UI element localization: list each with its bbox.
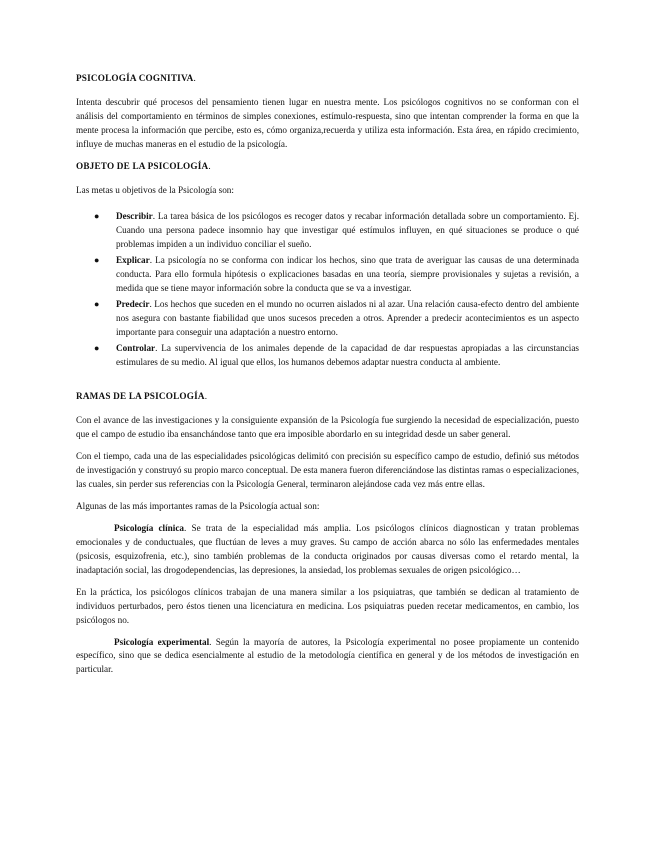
item-term: Explicar <box>116 254 150 265</box>
section-heading-cognitiva <box>76 72 579 86</box>
item-text: . La tarea básica de los psicólogos es recoger datos y recabar información detallada sobre un comportamiento. Ej. Cuando una persona padece insomnio hay que investigar qué estímulos influyen, en qué situaciones se produce o qué problemas impiden a un individuo conciliar el sueño. <box>116 210 579 249</box>
paragraph-intro-metas: Las metas u objetivos de la Psicología son: <box>76 184 234 195</box>
paragraph-ramas-1: Con el avance de las investigaciones y la consiguiente expansión de la Psicología fue surgiendo la necesidad de especialización, puesto que el campo de estudio iba ensanchándose tanto que era imposible abordarlo en su integridad desde un saber general. <box>76 414 579 439</box>
heading-suffix: . <box>208 160 211 171</box>
bullet-icon: ● <box>94 342 100 353</box>
paragraph-ramas-2: Con el tiempo, cada una de las especialidades psicológicas delimitó con precisión su específico campo de estudio, definió sus métodos de investigación y construyó su propio marco conceptual. De esta manera fueron diferenciándose las distintas ramas o especializaciones, las cuales, sin perder sus referencias con la Psicología General, terminaron alejándose cada vez más entre ellas. <box>76 450 579 489</box>
heading-suffix: . <box>204 390 208 401</box>
heading-text: PSICOLOGÍA COGNITIVA <box>76 73 194 83</box>
list-item <box>76 342 579 370</box>
item-term: Describir <box>116 210 153 221</box>
goals-list <box>76 210 579 370</box>
heading-text: RAMAS DE LA PSICOLOGÍA <box>76 390 205 401</box>
list-item <box>76 210 579 252</box>
experimental-term: Psicología experimental <box>114 636 210 647</box>
bullet-icon: ● <box>94 254 100 265</box>
section-heading-ramas <box>76 390 579 404</box>
paragraph-cognitiva: Intenta descubrir qué procesos del pensamiento tienen lugar en nuestra mente. Los psicólogos cognitivos no se conforman con el análisis del comportamiento en términos de simples conexiones, estímulo-respuesta, sino que intentan comprender la forma en que la mente procesa la información que percibe, esto es, cómo organiza,recuerda y utiliza esta información. Esta área, en rápido crecimiento, influye de muchas maneras en el estudio de la psicología. <box>76 96 579 149</box>
item-text: . La supervivencia de los animales depende de la capacidad de dar respuestas apropiadas a las circunstancias estimulares de su medio. Al igual que ellos, los humanos debemos adaptar nuestra conducta al ambiente. <box>116 342 579 367</box>
item-text: . Los hechos que suceden en el mundo no ocurren aislados ni al azar. Una relación causa-efecto dentro del ambiente nos asegura con bastante fiabilidad que unos sucesos preceden a otros. Aprender a predecir acontecimientos es un aspecto importante para conseguir una adaptación a nuestro entorno. <box>116 298 579 337</box>
heading-suffix: . <box>193 73 196 83</box>
list-item <box>76 254 579 296</box>
section-heading-objeto <box>76 160 579 174</box>
paragraph-clinica <box>76 522 579 578</box>
list-item <box>76 298 579 340</box>
bullet-icon: ● <box>94 298 100 309</box>
item-text: . La psicología no se conforma con indicar los hechos, sino que trata de averiguar las causas de una determinada conducta. Para ello formula hipótesis o explicaciones basadas en una teoría, siempre provisionales y sujetas a revisión, a medida que se tiene mayor información sobre la conducta que se va a investigar. <box>116 254 579 293</box>
paragraph-experimental <box>76 636 579 678</box>
clinica-text: . Se trata de la especialidad más amplia. Los psicólogos clínicos diagnostican y tratan problemas emocionales y de conductuales, que fluctúan de leves a muy graves. Su campo de acción abarca no sólo las enfermedades mentales (psicosis, esquizofrenia, etc.), sino también problemas de la conducta originados por causas diversas como el retardo mental, la inadaptación social, las drogodependencias, las depresiones, la ansiedad, los problemas sexuales de origen psicológico… <box>76 522 579 575</box>
item-term: Predecir <box>116 298 150 309</box>
experimental-text: . Según la mayoría de autores, la Psicología experimental no posee propiamente un contenido específico, sino que se dedica esencialmente al estudio de la metodología científica en general y de los métodos de investigación en particular. <box>76 636 579 675</box>
paragraph-ramas-3: Algunas de las más importantes ramas de la Psicología actual son: <box>76 500 320 511</box>
heading-text: OBJETO DE LA PSICOLOGÍA <box>76 160 209 171</box>
bullet-icon: ● <box>94 210 100 221</box>
paragraph-practica: En la práctica, los psicólogos clínicos trabajan de una manera similar a los psiquiatras, que también se dedican al tratamiento de individuos perturbados, pero éstos tienen una licenciatura en medicina. Los psiquiatras pueden recetar medicamentos, en cambio, los psicólogos no. <box>76 586 579 625</box>
item-term: Controlar <box>116 342 156 353</box>
clinica-term: Psicología clínica <box>114 522 184 533</box>
